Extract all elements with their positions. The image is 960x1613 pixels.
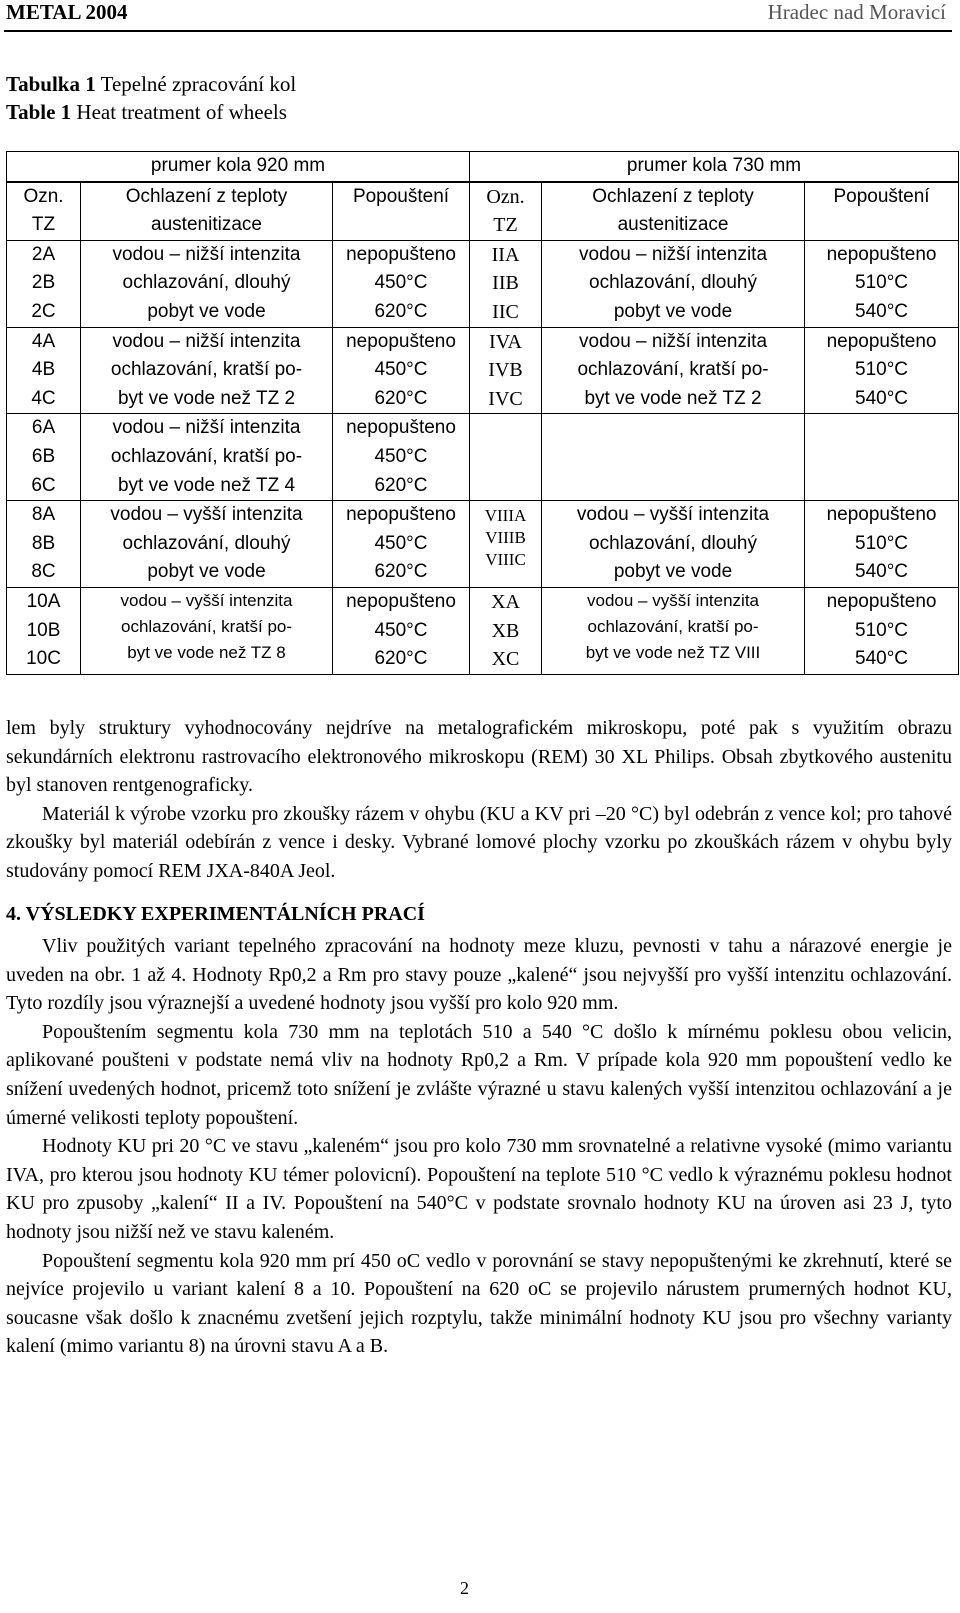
cell-ozn: 8A 8B 8C bbox=[7, 501, 81, 588]
col-header-ochlazeni: Ochlazení z teploty austenitizace bbox=[81, 182, 333, 241]
cell-ozn: 10A 10B 10C bbox=[7, 587, 81, 674]
paragraph: Vliv použitých variant tepelného zpracování na hodnoty meze kluzu, pevnosti v tahu a nárazové energie je uveden na obr. 1 až 4. Hodnoty Rp0,2 a Rm pro stavy pouze „kalené“ jsou nejvyšší pro vyšší intenzitu ochlazování. Tyto rozdíly jsou výraznejší a uvedené hodnoty jsou vyšší pro kolo 920 mm. bbox=[6, 935, 952, 1015]
cell-popousteni: nepopušteno 450°C 620°C bbox=[333, 587, 470, 674]
cell-ochlazeni: vodou – nižší intenzita ochlazování, kratší po- byt ve vode než TZ 4 bbox=[81, 414, 333, 501]
caption-label-cz: Tabulka 1 bbox=[6, 72, 96, 96]
col-header-ochlazeni: Ochlazení z teploty austenitizace bbox=[542, 182, 805, 241]
page-number: 2 bbox=[460, 1578, 469, 1598]
cell-ochlazeni: vodou – nižší intenzita ochlazování, dlouhý pobyt ve vode bbox=[542, 240, 805, 327]
cell-ozn: 4A 4B 4C bbox=[7, 327, 81, 414]
col-header-ozn: Ozn. TZ bbox=[470, 182, 542, 241]
cell-ochlazeni: vodou – vyšší intenzita ochlazování, dlouhý pobyt ve vode bbox=[81, 501, 333, 588]
page-header bbox=[0, 0, 960, 28]
table-caption-cz bbox=[6, 70, 296, 98]
cell-ozn: IIA IIB IIC bbox=[470, 240, 542, 327]
cell-ochlazeni: vodou – nižší intenzita ochlazování, kratší po- byt ve vode než TZ 2 bbox=[81, 327, 333, 414]
conference-location: Hradec nad Moravicí bbox=[767, 0, 946, 24]
cell-ozn: 2A 2B 2C bbox=[7, 240, 81, 327]
cell-popousteni: nepopušteno 450°C 620°C bbox=[333, 501, 470, 588]
section-heading: 4. VÝSLEDKY EXPERIMENTÁLNÍCH PRACÍ bbox=[6, 903, 425, 925]
cell-popousteni: nepopušteno 510°C 540°C bbox=[805, 240, 959, 327]
cell-popousteni: nepopušteno 510°C 540°C bbox=[805, 501, 959, 588]
cell-ozn bbox=[470, 414, 542, 501]
cell-popousteni: nepopušteno 450°C 620°C bbox=[333, 327, 470, 414]
table-caption-en bbox=[6, 98, 287, 126]
paragraph: Popouštením segmentu kola 730 mm na teplotách 510 a 540 °C došlo k mírnému poklesu obou velicin, aplikované poušteni v podstate nemá vliv na hodnoty Rp0,2 a Rm. V prípade kola 920 mm popouštení vedlo ke snížení uvedených hodnot, pricemž toto snížení je zvlášte výrazné u stavu kalených vyšší intenzitou ochlazování a je úmerné velikosti teploty popouštení. bbox=[6, 1020, 952, 1129]
table-row bbox=[7, 501, 959, 588]
cell-ozn: IVA IVB IVC bbox=[470, 327, 542, 414]
col-header-ozn: Ozn. TZ bbox=[7, 182, 81, 241]
cell-ozn: XA XB XC bbox=[470, 587, 542, 674]
table-row bbox=[7, 327, 959, 414]
body-section-1 bbox=[6, 714, 952, 886]
cell-popousteni bbox=[805, 414, 959, 501]
body-section-2 bbox=[6, 932, 952, 1361]
cell-popousteni: nepopušteno 450°C 620°C bbox=[333, 240, 470, 327]
caption-text-cz: Tepelné zpracování kol bbox=[100, 72, 297, 96]
conference-title: METAL 2004 bbox=[6, 0, 128, 24]
cell-popousteni: nepopušteno 510°C 540°C bbox=[805, 327, 959, 414]
group-header-920: prumer kola 920 mm bbox=[7, 152, 470, 182]
cell-popousteni: nepopušteno 510°C 540°C bbox=[805, 587, 959, 674]
paragraph: lem byly struktury vyhodnocovány nejdríve na metalografickém mikroskopu, poté pak s využitím obrazu sekundárních elektronu rastrovacího elektronového mikroskopu (REM) 30 XL Philips. Obsah zbytkového austenitu byl stanoven rentgenograficky. bbox=[6, 717, 952, 797]
cell-ochlazeni: vodou – nižší intenzita ochlazování, dlouhý pobyt ve vode bbox=[81, 240, 333, 327]
col-header-popousteni: Popouštení bbox=[333, 182, 470, 241]
cell-ozn: VIIIA VIIIB VIIIC bbox=[470, 501, 542, 588]
caption-text-en: Heat treatment of wheels bbox=[76, 100, 287, 124]
col-header-popousteni: Popouštení bbox=[805, 182, 959, 241]
paragraph: Materiál k výrobe vzorku pro zkoušky rázem v ohybu (KU a KV pri –20 °C) byl odebrán z vence kol; pro tahové zkoušky byl materiál odebírán z vence i desky. Vybrané lomové plochy vzorku po zkouškách rázem v ohybu byly studovány pomocí REM JXA-840A Jeol. bbox=[6, 802, 952, 882]
cell-ochlazeni: vodou – vyšší intenzita ochlazování, dlouhý pobyt ve vode bbox=[542, 501, 805, 588]
cell-ochlazeni: vodou – vyšší intenzita ochlazování, kratší po- byt ve vode než TZ VIII bbox=[542, 587, 805, 674]
paragraph: Hodnoty KU pri 20 °C ve stavu „kaleném“ jsou pro kolo 730 mm srovnatelné a relativne vysoké (mimo variantu IVA, pro kterou jsou hodnoty KU témer polovicní). Popouštení na teplote 510 °C vedlo k výraznému poklesu hodnot KU pro zpusoby „kalení“ II a IV. Popouštení na 540°C v podstate srovnalo hodnoty KU na úroven asi 23 J, tyto hodnoty jsou nižší než ve stavu kaleném. bbox=[6, 1135, 952, 1243]
cell-ochlazeni: vodou – nižší intenzita ochlazování, kratší po- byt ve vode než TZ 2 bbox=[542, 327, 805, 414]
paragraph: Popouštení segmentu kola 920 mm prí 450 oC vedlo v porovnání se stavy nepopuštenými ke zkrehnutí, které se nejvíce projevilo u variant kalení 8 a 10. Popouštení na 620 oC se projevilo nárustem prumerných hodnot KU, soucasne však došlo k znacnému zvetšení jejich rozptylu, takže minimální hodnoty KU jsou pro všechny varianty kalení (mimo variantu 8) na úrovni stavu A a B. bbox=[6, 1249, 952, 1358]
cell-ochlazeni: vodou – vyšší intenzita ochlazování, kratší po- byt ve vode než TZ 8 bbox=[81, 587, 333, 674]
table-row bbox=[7, 587, 959, 674]
cell-ochlazeni bbox=[542, 414, 805, 501]
table-row bbox=[7, 240, 959, 327]
cell-popousteni: nepopušteno 450°C 620°C bbox=[333, 414, 470, 501]
table-row bbox=[7, 414, 959, 501]
group-header-730: prumer kola 730 mm bbox=[470, 152, 959, 182]
heat-treatment-table bbox=[6, 151, 958, 675]
cell-ozn: 6A 6B 6C bbox=[7, 414, 81, 501]
caption-label-en: Table 1 bbox=[6, 100, 72, 124]
header-rule bbox=[4, 30, 952, 32]
